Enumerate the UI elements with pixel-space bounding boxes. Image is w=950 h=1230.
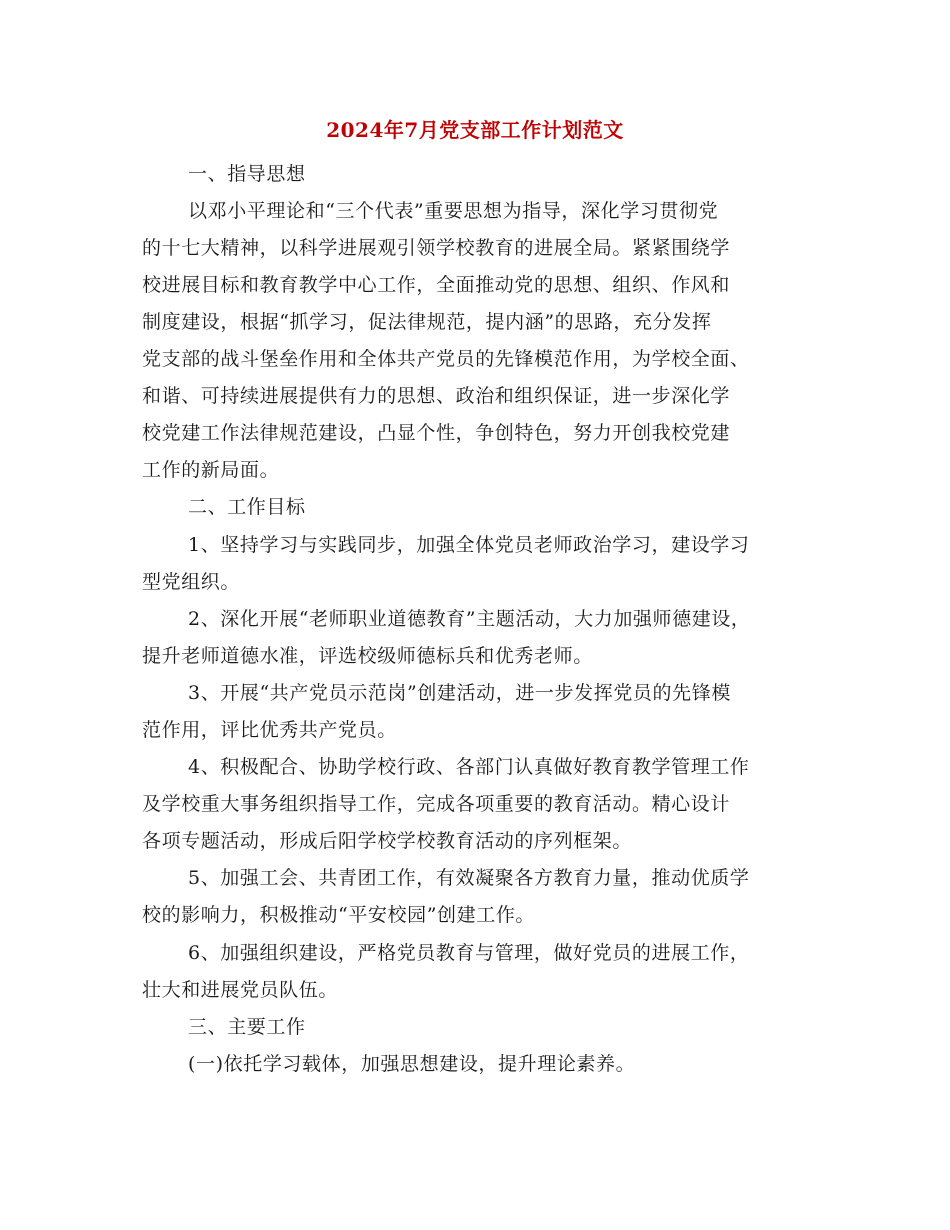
paragraph-line: 提升老师道德水准，评选校级师德标兵和优秀老师。 (142, 645, 593, 667)
paragraph-line: 党支部的战斗堡垒作用和全体共产党员的先锋模范作用，为学校全面、 (142, 348, 750, 370)
paragraph-line: 5、加强工会、共青团工作，有效凝聚各方教育力量，推动优质学 (188, 867, 750, 889)
paragraph-line: 制度建设，根据“抓学习，促法律规范，提内涵”的思路，充分发挥 (142, 311, 712, 333)
section-heading-3: 三、主要工作 (188, 1016, 306, 1038)
paragraph-line: 3、开展“共产党员示范岗”创建活动，进一步发挥党员的先锋模 (188, 682, 731, 704)
paragraph-line: 1、坚持学习与实践同步，加强全体党员老师政治学习，建设学习 (188, 534, 750, 556)
paragraph-line: 6、加强组织建设，严格党员教育与管理，做好党员的进展工作， (188, 942, 750, 964)
paragraph-line: 范作用，评比优秀共产党员。 (142, 719, 397, 741)
document-title: 2024年7月党支部工作计划范文 (326, 118, 624, 142)
paragraph-line: 校党建工作法律规范建设，凸显个性，争创特色，努力开创我校党建 (142, 422, 731, 444)
paragraph-line: 工作的新局面。 (142, 459, 280, 481)
section-heading-1: 一、指导思想 (188, 163, 306, 185)
paragraph-line: 及学校重大事务组织指导工作，完成各项重要的教育活动。精心设计 (142, 793, 731, 815)
paragraph-line: 校进展目标和教育教学中心工作，全面推动党的思想、组织、作风和 (142, 274, 731, 296)
subsection-heading: (一)依托学习载体，加强思想建设，提升理论素养。 (188, 1053, 636, 1075)
paragraph-line: 壮大和进展党员队伍。 (142, 979, 339, 1001)
paragraph-line: 各项专题活动，形成后阳学校学校教育活动的序列框架。 (142, 830, 633, 852)
paragraph-line: 2、深化开展“老师职业道德教育”主题活动，大力加强师德建设， (188, 608, 751, 630)
paragraph-line: 和谐、可持续进展提供有力的思想、政治和组织保证，进一步深化学 (142, 385, 731, 407)
section-heading-2: 二、工作目标 (188, 496, 306, 518)
paragraph-line: 以邓小平理论和“三个代表”重要思想为指导，深化学习贯彻党 (188, 200, 719, 222)
paragraph-line: 校的影响力，积极推动“平安校园”创建工作。 (142, 904, 536, 926)
paragraph-line: 的十七大精神，以科学进展观引领学校教育的进展全局。紧紧围绕学 (142, 237, 731, 259)
paragraph-line: 型党组织。 (142, 571, 241, 593)
paragraph-line: 4、积极配合、协助学校行政、各部门认真做好教育教学管理工作 (188, 756, 750, 778)
